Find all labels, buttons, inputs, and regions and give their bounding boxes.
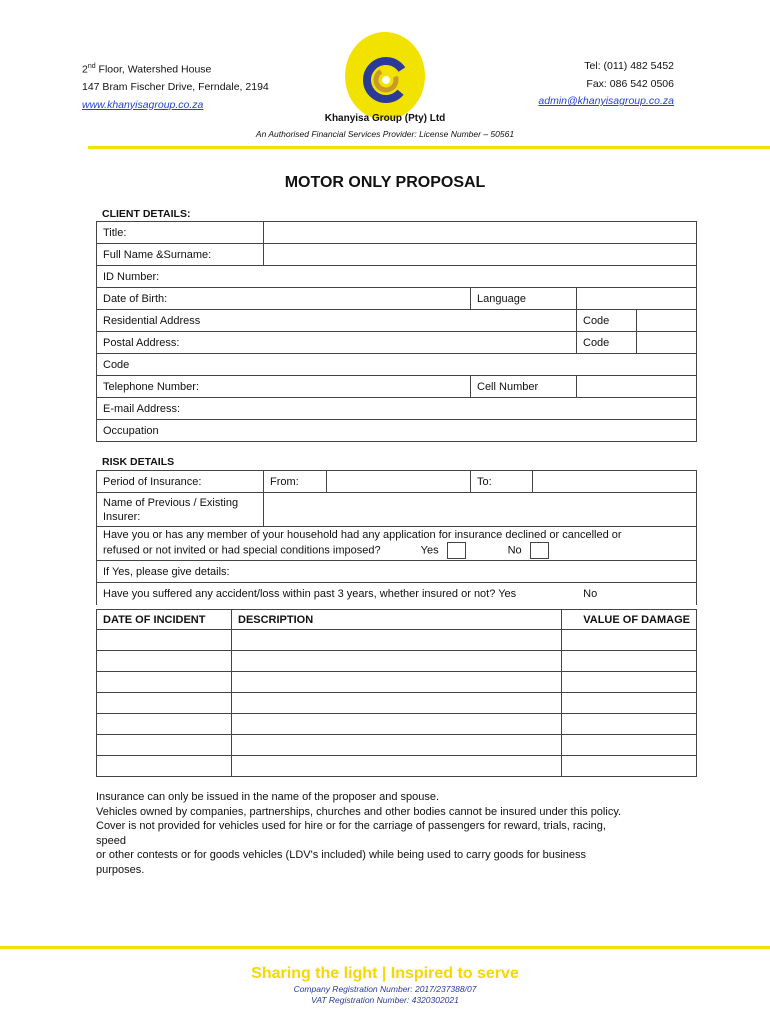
date-cell[interactable] [97, 735, 232, 756]
note-line: Insurance can only be issued in the name of the proposer and spouse. [96, 791, 440, 803]
value-cell[interactable] [562, 714, 697, 735]
date-cell[interactable] [97, 714, 232, 735]
header-divider [88, 146, 770, 149]
from-label: From: [264, 471, 327, 493]
client-details-table [96, 221, 697, 442]
incident-table [96, 609, 697, 777]
value-cell[interactable] [562, 735, 697, 756]
website-link[interactable]: www.khanyisagroup.co.za [82, 98, 204, 111]
to-label: To: [471, 471, 533, 493]
accident-no[interactable]: No [583, 587, 598, 600]
policy-notes [96, 790, 696, 877]
risk-details-heading: RISK DETAILS [102, 456, 175, 468]
postal-address-label[interactable]: Postal Address: [97, 332, 577, 354]
license-line: An Authorised Financial Services Provider: License Number – 50561 [255, 129, 515, 139]
residential-code-field[interactable] [637, 310, 697, 332]
note-line: purposes. [96, 863, 145, 876]
language-label: Language [471, 288, 577, 310]
table-row [97, 693, 697, 714]
description-cell[interactable] [232, 672, 562, 693]
full-name-field[interactable] [264, 244, 697, 266]
note-line: or other contests or for goods vehicles (LDV's included) while being used to carry goods for business [96, 849, 587, 861]
footer-divider [0, 946, 770, 949]
date-cell[interactable] [97, 693, 232, 714]
email-link[interactable]: admin@khanyisagroup.co.za [538, 95, 674, 107]
tel: Tel: (011) 482 5452 [584, 60, 674, 72]
note-line: speed [96, 834, 126, 847]
company-address [82, 58, 269, 114]
table-row [97, 672, 697, 693]
to-field[interactable] [533, 471, 697, 493]
cell-label: Cell Number [471, 376, 577, 398]
dob-label[interactable]: Date of Birth: [97, 288, 471, 310]
id-number-label[interactable]: ID Number: [97, 266, 697, 288]
company-registration: Company Registration Number: 2017/237388/07 [293, 984, 477, 994]
date-cell[interactable] [97, 672, 232, 693]
note-line: Vehicles owned by companies, partnerships, churches and other bodies cannot be insured under this policy. [96, 805, 622, 818]
occupation-label[interactable]: Occupation [97, 420, 697, 442]
slogan: Sharing the light | Inspired to serve [251, 965, 519, 982]
cell-field[interactable] [577, 376, 697, 398]
risk-details-table [96, 470, 697, 605]
description-cell[interactable] [232, 714, 562, 735]
table-row [97, 651, 697, 672]
telephone-label[interactable]: Telephone Number: [97, 376, 471, 398]
form-title: MOTOR ONLY PROPOSAL [284, 174, 486, 191]
table-row [97, 735, 697, 756]
fax: Fax: 086 542 0506 [586, 77, 674, 90]
details-label[interactable]: If Yes, please give details: [97, 561, 697, 583]
postal-code-label: Code [577, 332, 637, 354]
value-cell[interactable] [562, 651, 697, 672]
header-date-of-incident: DATE OF INCIDENT [97, 610, 232, 630]
previous-insurer-field[interactable] [264, 493, 697, 527]
value-cell[interactable] [562, 756, 697, 777]
description-cell[interactable] [232, 651, 562, 672]
language-field[interactable] [577, 288, 697, 310]
value-cell[interactable] [562, 693, 697, 714]
description-cell[interactable] [232, 756, 562, 777]
declined-yes-checkbox[interactable] [447, 542, 466, 559]
accident-question: Have you suffered any accident/loss within past 3 years, whether insured or not? Yes No [97, 583, 697, 605]
address-line-1: 2nd Floor, Watershed House [82, 63, 212, 76]
value-cell[interactable] [562, 672, 697, 693]
address-line-2: 147 Bram Fischer Drive, Ferndale, 2194 [82, 81, 269, 93]
header-description: DESCRIPTION [232, 610, 562, 630]
vat-registration: VAT Registration Number: 4320302021 [311, 995, 459, 1005]
description-cell[interactable] [232, 630, 562, 651]
client-details-heading: CLIENT DETAILS: [102, 208, 191, 220]
date-cell[interactable] [97, 651, 232, 672]
title-label: Title: [97, 222, 264, 244]
previous-insurer-label: Name of Previous / Existing Insurer: [97, 493, 264, 527]
residential-code-label: Code [577, 310, 637, 332]
from-field[interactable] [327, 471, 471, 493]
company-contact [538, 58, 674, 111]
header-value-of-damage: VALUE OF DAMAGE [562, 610, 697, 630]
period-label: Period of Insurance: [97, 471, 264, 493]
table-row [97, 714, 697, 735]
declined-question: Have you or has any member of your household had any application for insurance declined or cancelled or refused or not invited or had special conditions imposed? Yes No [97, 527, 697, 561]
full-name-label: Full Name &Surname: [97, 244, 264, 266]
declined-no-checkbox[interactable] [530, 542, 549, 559]
title-field[interactable] [264, 222, 697, 244]
postal-code-field[interactable] [637, 332, 697, 354]
table-row [97, 630, 697, 651]
note-line: Cover is not provided for vehicles used for hire or for the carriage of passengers for reward, trials, racing, [96, 820, 606, 832]
company-name: Khanyisa Group (Pty) Ltd [324, 113, 446, 124]
email-label[interactable]: E-mail Address: [97, 398, 697, 420]
date-cell[interactable] [97, 756, 232, 777]
code-label[interactable]: Code [97, 354, 697, 376]
description-cell[interactable] [232, 735, 562, 756]
value-cell[interactable] [562, 630, 697, 651]
residential-address-label[interactable]: Residential Address [97, 310, 577, 332]
date-cell[interactable] [97, 630, 232, 651]
table-row [97, 756, 697, 777]
description-cell[interactable] [232, 693, 562, 714]
